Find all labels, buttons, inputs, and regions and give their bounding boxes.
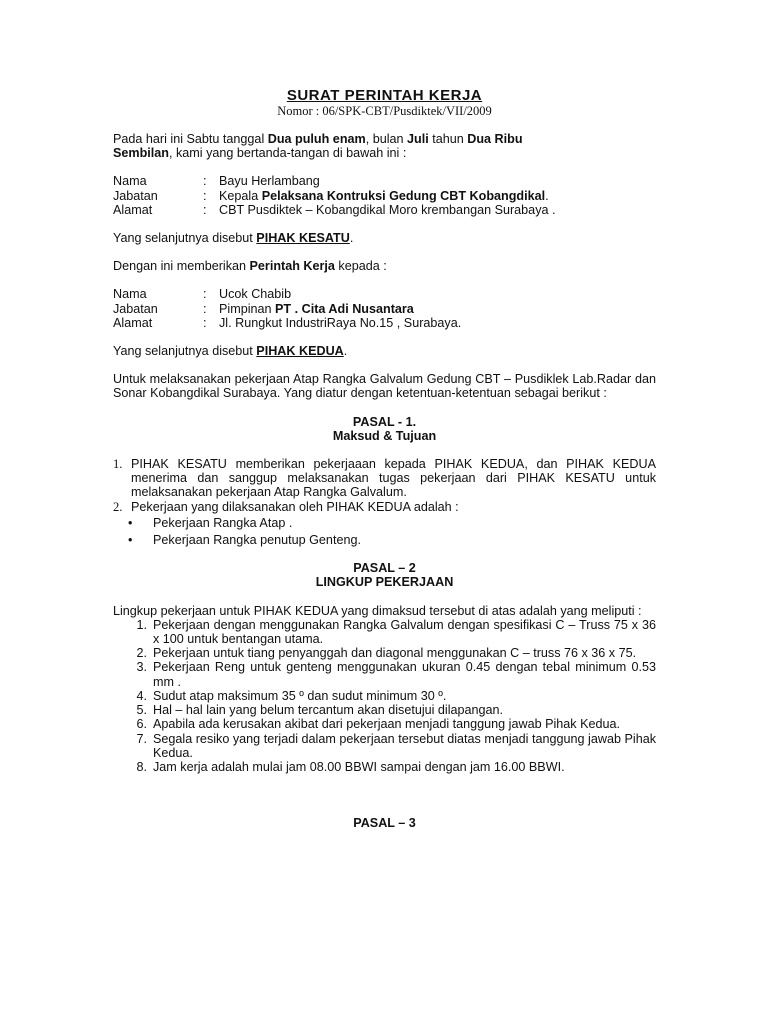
bullet-text: Pekerjaan Rangka penutup Genteng. bbox=[153, 533, 361, 548]
pasal2-intro: Lingkup pekerjaan untuk PIHAK KEDUA yang dimaksud tersebut di atas adalah yang meliputi : bbox=[113, 603, 642, 618]
static-text: Yang selanjutnya disebut bbox=[113, 344, 257, 359]
untuk-paragraph: Untuk melaksanakan pekerjaan Atap Rangka Galvalum Gedung CBT – Pusdiklek Lab.Radar dan Sonar Kobangdikal Surabaya. Yang diatur dengan ketentuan-ketentuan sebagai berikut : bbox=[113, 372, 656, 401]
list-item-text: PIHAK KESATU memberikan pekerjaaan kepada PIHAK KEDUA, dan PIHAK KEDUA menerima dan sanggup melaksanakan tugas pekerjaan dari PIHAK KESATU untuk melaksanakan pekerjaan Atap Rangka Galvalum. bbox=[131, 457, 656, 500]
party2-jabatan-row bbox=[113, 302, 656, 316]
list-item bbox=[113, 457, 656, 500]
pasal1-list bbox=[113, 457, 656, 547]
party1-jabatan-row bbox=[113, 189, 656, 203]
list-number: 4. bbox=[136, 688, 147, 703]
field-value: CBT Pusdiktek – Kobangdikal Moro krembangan Surabaya . bbox=[219, 202, 556, 217]
opening-month: Juli bbox=[407, 132, 429, 146]
party2-nama-row bbox=[113, 287, 656, 301]
list-number: 1. bbox=[113, 457, 123, 472]
opening-year: Sembilan bbox=[113, 146, 169, 161]
period: . bbox=[343, 344, 348, 359]
pasal2-subheading: LINGKUP PEKERJAAN bbox=[315, 575, 454, 590]
field-colon: : bbox=[203, 174, 207, 189]
field-value: Ucok Chabib bbox=[219, 287, 292, 302]
opening-text: , bulan bbox=[365, 132, 408, 146]
opening-text: tahun bbox=[428, 132, 468, 146]
party1-alamat-row bbox=[113, 203, 656, 217]
list-item bbox=[113, 717, 656, 731]
field-value: Bayu Herlambang bbox=[219, 174, 320, 189]
bullet-item bbox=[128, 533, 656, 547]
field-label: Nama bbox=[113, 287, 147, 302]
field-colon: : bbox=[203, 202, 207, 217]
jabatan-suffix: . bbox=[545, 188, 549, 203]
party1-block bbox=[113, 174, 656, 217]
list-item-text: Sudut atap maksimum 35 º dan sudut minimum 30 º. bbox=[153, 688, 447, 703]
opening-paragraph bbox=[113, 132, 656, 160]
list-item bbox=[113, 660, 656, 688]
field-colon: : bbox=[203, 315, 207, 330]
list-number: 7. bbox=[136, 731, 147, 746]
pasal1-heading: PASAL - 1. bbox=[352, 414, 417, 429]
list-number: 1. bbox=[136, 617, 147, 632]
list-item bbox=[113, 732, 656, 760]
document-number: Nomor : 06/SPK-CBT/Pusdiktek/VII/2009 bbox=[277, 104, 492, 118]
field-label: Jabatan bbox=[113, 188, 158, 203]
field-label: Alamat bbox=[113, 315, 153, 330]
pasal3-heading: PASAL – 3 bbox=[353, 816, 416, 831]
list-item bbox=[113, 689, 656, 703]
list-item bbox=[113, 760, 656, 774]
pasal2-list bbox=[113, 618, 656, 774]
field-label: Jabatan bbox=[113, 301, 158, 316]
list-item-text: Hal – hal lain yang belum tercantum akan disetujui dilapangan. bbox=[153, 703, 504, 718]
pasal2-heading: PASAL – 2 bbox=[353, 561, 416, 576]
field-label: Nama bbox=[113, 174, 147, 189]
jabatan-bold: Pelaksana Kontruksi Gedung CBT Kobangdikal bbox=[261, 188, 546, 203]
jabatan-bold: PT . Cita Adi Nusantara bbox=[275, 301, 414, 316]
list-number: 2. bbox=[113, 499, 123, 514]
list-item-text: Apabila ada kerusakan akibat dari pekerjaan menjadi tanggung jawab Pihak Kedua. bbox=[153, 717, 620, 732]
static-text: kepada : bbox=[334, 259, 387, 274]
field-value bbox=[219, 189, 656, 203]
bullet-text: Pekerjaan Rangka Atap . bbox=[153, 515, 293, 530]
field-colon: : bbox=[203, 188, 207, 203]
document-title: SURAT PERINTAH KERJA bbox=[286, 87, 483, 104]
list-number: 3. bbox=[136, 660, 147, 675]
list-item-text: Pekerjaan untuk tiang penyanggah dan diagonal menggunakan C – truss 76 x 36 x 75. bbox=[153, 646, 637, 661]
field-colon: : bbox=[203, 287, 207, 302]
field-label: Alamat bbox=[113, 202, 153, 217]
pihak-kesatu-line bbox=[113, 231, 656, 245]
jabatan-prefix: Pimpinan bbox=[219, 301, 276, 316]
field-colon: : bbox=[203, 301, 207, 316]
opening-text: , kami yang bertanda-tangan di bawah ini : bbox=[169, 146, 407, 161]
perintah-kerja-label: Perintah Kerja bbox=[249, 259, 335, 274]
list-number: 6. bbox=[136, 717, 147, 732]
list-item bbox=[113, 618, 656, 646]
bullet-item bbox=[128, 516, 656, 530]
list-item-text: Segala resiko yang terjadi dalam pekerjaan tersebut diatas menjadi tanggung jawab Pihak Kedua. bbox=[153, 731, 656, 760]
opening-year: Dua Ribu bbox=[467, 132, 523, 146]
field-value: Jl. Rungkut IndustriRaya No.15 , Surabaya. bbox=[219, 315, 462, 330]
opening-text: Pada hari ini Sabtu tanggal bbox=[113, 132, 268, 146]
list-item bbox=[113, 646, 656, 660]
opening-date: Dua puluh enam bbox=[267, 132, 366, 146]
jabatan-prefix: Kepala bbox=[219, 188, 262, 203]
list-number: 5. bbox=[136, 703, 147, 718]
party2-alamat-row bbox=[113, 316, 656, 330]
list-item-text: Pekerjaan yang dilaksanakan oleh PIHAK KEDUA adalah : bbox=[131, 499, 459, 514]
static-text: Dengan ini memberikan bbox=[113, 259, 250, 274]
list-item-text: Pekerjaan Reng untuk genteng menggunakan ukuran 0.45 dengan tebal minimum 0.53 mm . bbox=[153, 660, 656, 689]
list-item bbox=[113, 703, 656, 717]
list-number: 2. bbox=[136, 646, 147, 661]
list-number: 8. bbox=[136, 759, 147, 774]
pihak-kedua-line bbox=[113, 344, 656, 358]
field-value bbox=[219, 302, 656, 316]
pihak-kesatu-label: PIHAK KESATU bbox=[256, 231, 350, 246]
pasal1-subheading: Maksud & Tujuan bbox=[332, 428, 437, 443]
pihak-kedua-label: PIHAK KEDUA bbox=[256, 344, 344, 359]
period: . bbox=[349, 231, 354, 246]
list-item-text: Pekerjaan dengan menggunakan Rangka Galvalum dengan spesifikasi C – Truss 75 x 36 x 100 untuk bentangan utama. bbox=[153, 617, 656, 647]
dengan-line bbox=[113, 259, 656, 273]
bullet-icon: • bbox=[128, 533, 133, 548]
static-text: Yang selanjutnya disebut bbox=[113, 231, 257, 246]
party2-block bbox=[113, 287, 656, 330]
document-page bbox=[113, 78, 656, 830]
list-item-text: Jam kerja adalah mulai jam 08.00 BBWI sampai dengan jam 16.00 BBWI. bbox=[153, 759, 565, 774]
bullet-icon: • bbox=[128, 515, 133, 530]
list-item bbox=[113, 500, 656, 514]
party1-nama-row bbox=[113, 174, 656, 188]
